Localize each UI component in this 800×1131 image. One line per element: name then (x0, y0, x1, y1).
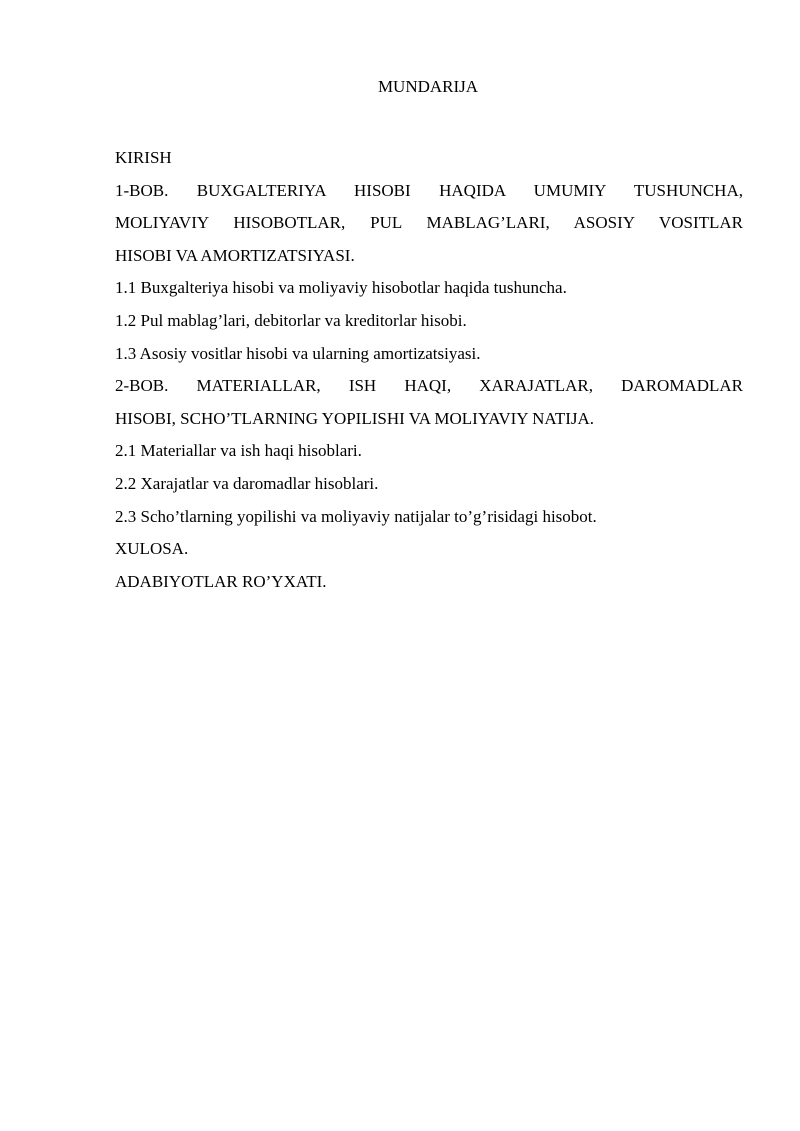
toc-entry-introduction: KIRISH (115, 148, 172, 167)
page-title: MUNDARIJA (377, 77, 479, 96)
toc-entry-bibliography: ADABIYOTLAR RO’YXATI. (115, 571, 327, 591)
toc-entry-chapter-1-line-2: MOLIYAVIY HISOBOTLAR, PUL MABLAG’LARI, ASOSIY VOSITLAR (115, 213, 743, 233)
toc-entry-chapter-1-line-1: 1-BOB. BUXGALTERIYA HISOBI HAQIDA UMUMIY TUSHUNCHA, (115, 180, 743, 200)
toc-entry-section-2-2: 2.2 Xarajatlar va daromadlar hisoblari. (115, 473, 379, 493)
toc-entry-conclusion: XULOSA. (115, 539, 189, 559)
table-of-contents (115, 142, 743, 598)
toc-entry-section-2-1: 2.1 Materiallar va ish haqi hisoblari. (115, 441, 362, 461)
toc-entry-chapter-2-line-2: HISOBI, SCHO’TLARNING YOPILISHI VA MOLIYAVIY NATIJA. (115, 408, 595, 428)
toc-entry-section-1-3: 1.3 Asosiy vositlar hisobi va ularning amortizatsiyasi. (115, 343, 481, 363)
toc-entry-section-1-2: 1.2 Pul mablag’lari, debitorlar va kreditorlar hisobi. (115, 310, 467, 330)
toc-entry-chapter-1-line-3: HISOBI VA AMORTIZATSIYASI. (115, 245, 355, 265)
toc-entry-section-1-1: 1.1 Buxgalteriya hisobi va moliyaviy hisobotlar haqida tushuncha. (115, 278, 567, 298)
toc-entry-chapter-2-line-1: 2-BOB. MATERIALLAR, ISH HAQI, XARAJATLAR, DAROMADLAR (115, 376, 743, 396)
toc-entry-section-2-3: 2.3 Scho’tlarning yopilishi va moliyaviy natijalar to’g’risidagi hisobot. (115, 506, 597, 526)
